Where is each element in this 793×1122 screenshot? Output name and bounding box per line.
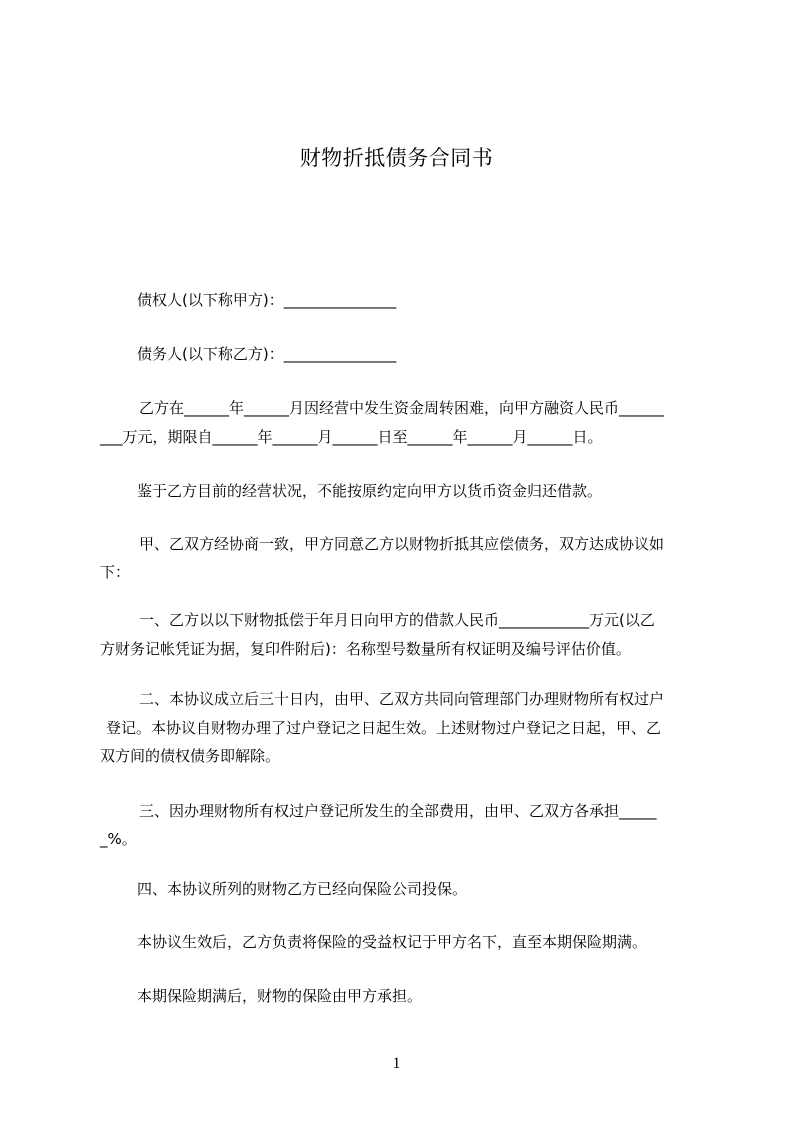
clause-2-line-3: 双方间的债权债务即解除。 — [100, 747, 281, 765]
loan-paragraph-line-1: 乙方在______年______月因经营中发生资金周转困难，向甲方融资人民币______ — [139, 399, 665, 417]
agreement-paragraph-line-2: 下： — [100, 563, 131, 581]
page-number: 1 — [392, 1055, 401, 1072]
clause-4: 四、本协议所列的财物乙方已经向保险公司投保。 — [137, 880, 468, 898]
document-title: 财物折抵债务合同书 — [299, 146, 494, 170]
clause-3-line-2: _%。 — [100, 830, 137, 848]
creditor-line: 债权人(以下称甲方)：_______________ — [137, 291, 397, 309]
clause-1-line-1: 一、乙方以以下财物抵偿于年月日向甲方的借款人民币____________万元(以乙 — [139, 611, 655, 629]
insurance-paragraph-1: 本协议生效后，乙方负责将保险的受益权记于甲方名下，直至本期保险期满。 — [137, 933, 648, 951]
insurance-paragraph-2: 本期保险期满后，财物的保险由甲方承担。 — [137, 987, 423, 1005]
debtor-line: 债务人(以下称乙方)：_______________ — [137, 345, 397, 363]
clause-2-line-1: 二、本协议成立后三十日内，由甲、乙双方共同向管理部门办理财物所有权过户 — [139, 690, 665, 708]
clause-3-line-1: 三、因办理财物所有权过户登记所发生的全部费用，由甲、乙双方各承担_____ — [139, 802, 657, 820]
agreement-paragraph-line-1: 甲、乙双方经协商一致，甲方同意乙方以财物折抵其应偿债务，双方达成协议如 — [139, 535, 665, 553]
clause-2-line-2: 登记。本协议自财物办理了过户登记之日起生效。上述财物过户登记之日起，甲、乙 — [106, 719, 662, 737]
status-paragraph: 鉴于乙方目前的经营状况，不能按原约定向甲方以货币资金归还借款。 — [137, 482, 603, 500]
clause-1-line-2: 方财务记帐凭证为据，复印件附后)：名称型号数量所有权证明及编号评估价值。 — [100, 640, 631, 658]
loan-paragraph-line-2: ___万元，期限自______年______月______日至______年______月______日。 — [100, 428, 603, 446]
